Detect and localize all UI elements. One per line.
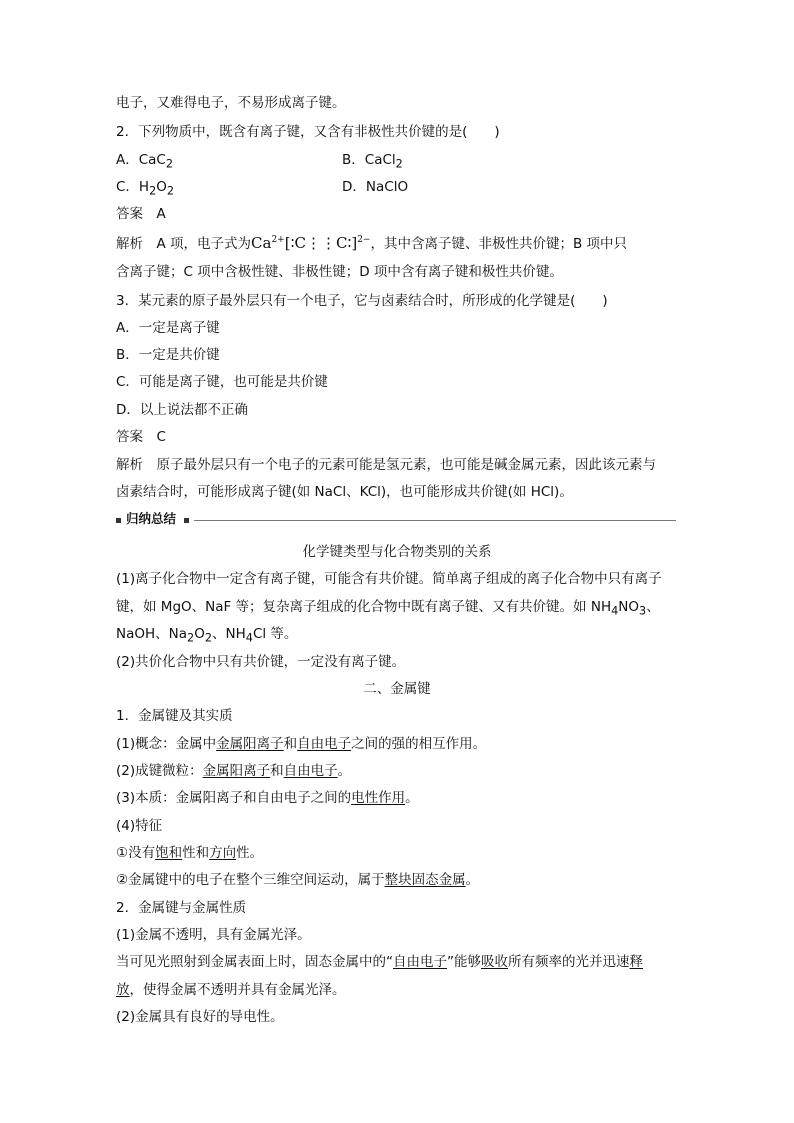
section-heading: 二、金属键 <box>363 681 431 697</box>
particles-line: (2)成键微粒：金属阳离子和自由电子。 <box>116 763 352 779</box>
question-2-option-d: D．NaClO <box>342 179 409 195</box>
summary-point-1-line-3: NaOH、$Na_2O_2$、$NH_4Cl$ 等。 <box>116 626 298 645</box>
summary-point-2: (2)共价化合物中只有共价键，一定没有离子键。 <box>116 654 406 670</box>
feature-1: ①没有饱和性和方向性。 <box>116 845 264 861</box>
question-3-option-a: A．一定是离子键 <box>116 320 220 336</box>
question-3-option-d: D．以上说法都不正确 <box>116 402 248 418</box>
question-3: 3．某元素的原子最外层只有一个电子，它与卤素结合时，所形成的化学键是( ) <box>116 293 608 309</box>
subsection-1: 1．金属键及其实质 <box>116 708 233 724</box>
essence-line: (3)本质：金属阳离子和自由电子之间的电性作用。 <box>116 790 419 806</box>
divider <box>194 520 676 521</box>
summary-header <box>116 513 676 529</box>
question-3-option-b: B．一定是共价键 <box>116 347 220 363</box>
question-2-option-c: C．$H_2O_2$ <box>116 179 175 198</box>
answer-2: 答案 A <box>116 206 166 222</box>
answer-3: 答案 C <box>116 429 166 445</box>
explanation-3-line-2: 卤素结合时，可能形成离子键(如 NaCl、KCl)，也可能形成共价键(如 HCl)。 <box>116 484 573 500</box>
explanation-2-line-1: 解析 A 项，电子式为$Ca^{2+}[∶C⋮⋮C∶]^{2-}$，其中含离子键、非极性共价键；B 项中只 <box>116 234 628 252</box>
property-1: (1)金属不透明，具有金属光泽。 <box>116 927 311 943</box>
summary-title: 化学键类型与化合物类别的关系 <box>302 544 492 560</box>
property-1-explanation-line-2: 放，使得金属不透明并具有金属光泽。 <box>116 982 346 998</box>
explanation-2-line-2: 含离子键；C 项中含极性键、非极性键；D 项中含有离子键和极性共价键。 <box>116 264 563 280</box>
summary-point-1-line-2: 键，如 MgO、NaF 等；复杂离子组成的化合物中既有离子键、又有共价键。如 $NH_4NO_3$、 <box>116 599 660 618</box>
explanation-3-line-1: 解析 原子最外层只有一个电子的元素可能是氢元素，也可能是碱金属元素，因此该元素与 <box>116 457 656 473</box>
electron-formula: $Ca^{2+}[∶C⋮⋮C∶]^{2-}$ <box>251 234 371 252</box>
concept-line: (1)概念：金属中金属阳离子和自由电子之间的强的相互作用。 <box>116 736 487 752</box>
question-2-option-a: A．CaC$_2$ <box>116 152 174 171</box>
property-1-explanation-line-1: 当可见光照射到金属表面上时，固态金属中的“自由电子”能够吸收所有频率的光并迅速释 <box>116 954 643 970</box>
summary-label: 归纳总结 <box>126 511 177 526</box>
square-bullet-icon <box>184 518 189 523</box>
feature-2: ②金属键中的电子在整个三维空间运动，属于整块固态金属。 <box>116 872 480 888</box>
question-2: 2．下列物质中，既含有离子键，又含有非极性共价键的是( ) <box>116 124 500 140</box>
square-bullet-icon <box>116 518 121 523</box>
features-heading: (4)特征 <box>116 818 163 834</box>
summary-point-1-line-1: (1)离子化合物中一定含有离子键，可能含有共价键。简单离子组成的离子化合物中只有离子 <box>116 571 662 587</box>
paragraph-line: 电子，又难得电子，不易形成离子键。 <box>116 95 346 111</box>
question-2-option-b: B．CaCl$_2$ <box>342 152 403 171</box>
subsection-2: 2．金属键与金属性质 <box>116 900 247 916</box>
property-2: (2)金属具有良好的导电性。 <box>116 1009 284 1025</box>
question-3-option-c: C．可能是离子键，也可能是共价键 <box>116 374 328 390</box>
